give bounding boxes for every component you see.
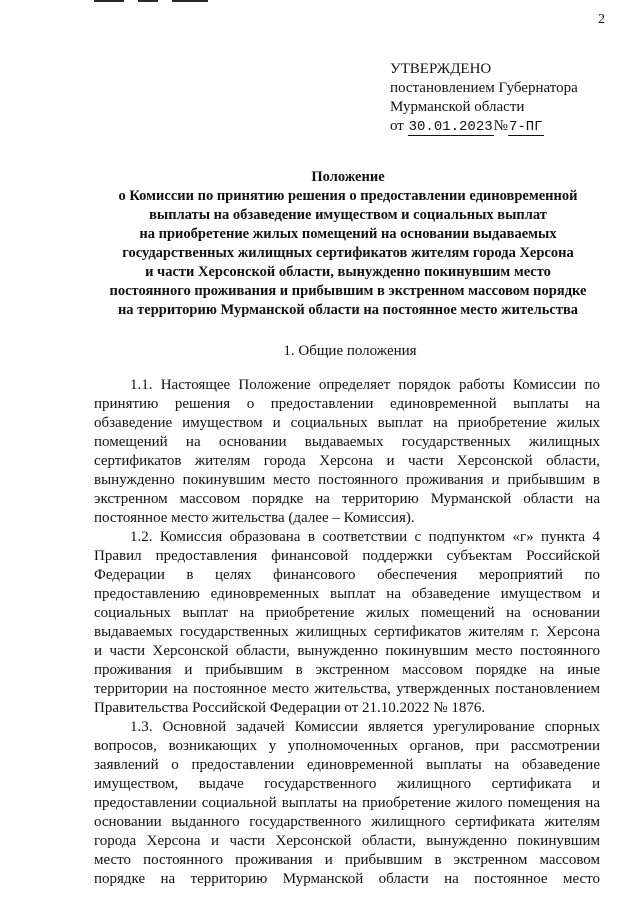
paragraph-line: 1.3. Основной задачей Комиссии является урегулирование спорных: [130, 719, 600, 735]
document-title: [88, 168, 608, 320]
paragraph-line: место постоянного проживания и прибывшим в экстренном массовом: [94, 852, 600, 868]
approval-region: Мурманской области: [390, 99, 525, 115]
approval-number: 7-ПГ: [508, 119, 543, 135]
paragraph-line: предоставлению единовременных выплат на обзаведение имуществом и: [94, 586, 600, 602]
paragraph-line: Правил предоставления финансовой поддержки субъектам Российской: [94, 548, 600, 564]
approval-date-line: [390, 117, 578, 137]
paragraph-line: территории на постоянное место жительства, утвержденных постановлением: [94, 681, 600, 697]
paragraph-line: сертификатов жителям города Херсона и части Херсонской области,: [94, 453, 600, 469]
paragraph-line: вынужденно покинувшим место постоянного проживания и прибывшим в: [94, 472, 600, 488]
paragraph-line: и части Херсонской области, вынужденно покинувшим место постоянного: [94, 643, 600, 659]
approval-date-prefix: от: [390, 118, 404, 134]
scan-mark-3: [172, 0, 208, 2]
title-line: постоянного проживания и прибывшим в экстренном массовом порядке: [109, 283, 587, 299]
scan-mark-2: [138, 0, 158, 2]
title-line: государственных жилищных сертификатов жителям города Херсона: [122, 245, 574, 261]
paragraph-line: постоянное место жительства (далее – Комиссия).: [94, 510, 415, 526]
page-number: 2: [598, 12, 605, 27]
paragraph-line: заявлений о предоставлении единовременной выплаты на обзаведение: [94, 757, 600, 773]
title-line: выплаты на обзаведение имуществом и социальных выплат: [149, 207, 547, 223]
paragraph-line: обзаведение имуществом и социальных выплат на приобретение жилых: [94, 415, 600, 431]
title-line: о Комиссии по принятию решения о предоставлении единовременной: [118, 188, 578, 204]
paragraph-line: выдаваемых государственных жилищных сертификатов жителям г. Херсона: [94, 624, 600, 640]
approval-stamp: [390, 60, 578, 137]
paragraph-line: Правительства Российской Федерации от 21.10.2022 № 1876.: [94, 700, 486, 716]
paragraph-line: города Херсона и части Херсонской области, вынужденно покинувшим: [94, 833, 600, 849]
paragraph-line: помещений на основании выдаваемых государственных жилищных: [94, 434, 600, 450]
paragraph-line: 1.2. Комиссия образована в соответствии с подпунктом «г» пункта 4: [130, 529, 600, 545]
title-line: на территорию Мурманской области на постоянное место жительства: [117, 302, 579, 318]
title-line: Положение: [311, 169, 385, 185]
approval-number-sign: №: [493, 118, 508, 134]
paragraph-line: экстренном массовом порядке на территорию Мурманской области на: [94, 491, 600, 507]
document-body: [94, 376, 600, 889]
paragraph-line: 1.1. Настоящее Положение определяет порядок работы Комиссии по: [130, 377, 600, 393]
paragraph-line: социальных выплат на приобретение жилых помещений на основании: [94, 605, 600, 621]
section-heading: 1. Общие положения: [283, 343, 417, 359]
paragraph-line: принятию решения о предоставлении единовременной выплаты на: [94, 396, 600, 412]
scan-mark-1: [94, 0, 124, 2]
paragraph-line: порядке на территорию Мурманской области на постоянное место: [94, 871, 600, 887]
title-line: и части Херсонской области, вынужденно покинувшим место: [145, 264, 551, 280]
title-line: на приобретение жилых помещений на основании выдаваемых: [139, 226, 557, 242]
paragraph-line: основании выданного государственного жилищного сертификата жителям: [94, 814, 600, 830]
approval-date: 30.01.2023: [408, 119, 493, 135]
approval-heading: УТВЕРЖДЕНО: [390, 61, 492, 77]
paragraph-1-1: [94, 376, 600, 528]
approval-issuer: постановлением Губернатора: [390, 80, 578, 96]
paragraph-line: Федерации в целях финансового обеспечения мероприятий по: [94, 567, 600, 583]
paragraph-line: предоставлении социальной выплаты на приобретение жилого помещения на: [94, 795, 600, 811]
paragraph-line: проживания и прибывшим в экстренном массовом порядке на иные: [94, 662, 600, 678]
paragraph-1-3: [94, 718, 600, 889]
paragraph-1-2: [94, 528, 600, 718]
paragraph-line: имуществом, выдаче государственного жилищного сертификата и: [94, 776, 600, 792]
paragraph-line: вопросов, возникающих у уполномоченных органов, при рассмотрении: [94, 738, 600, 754]
